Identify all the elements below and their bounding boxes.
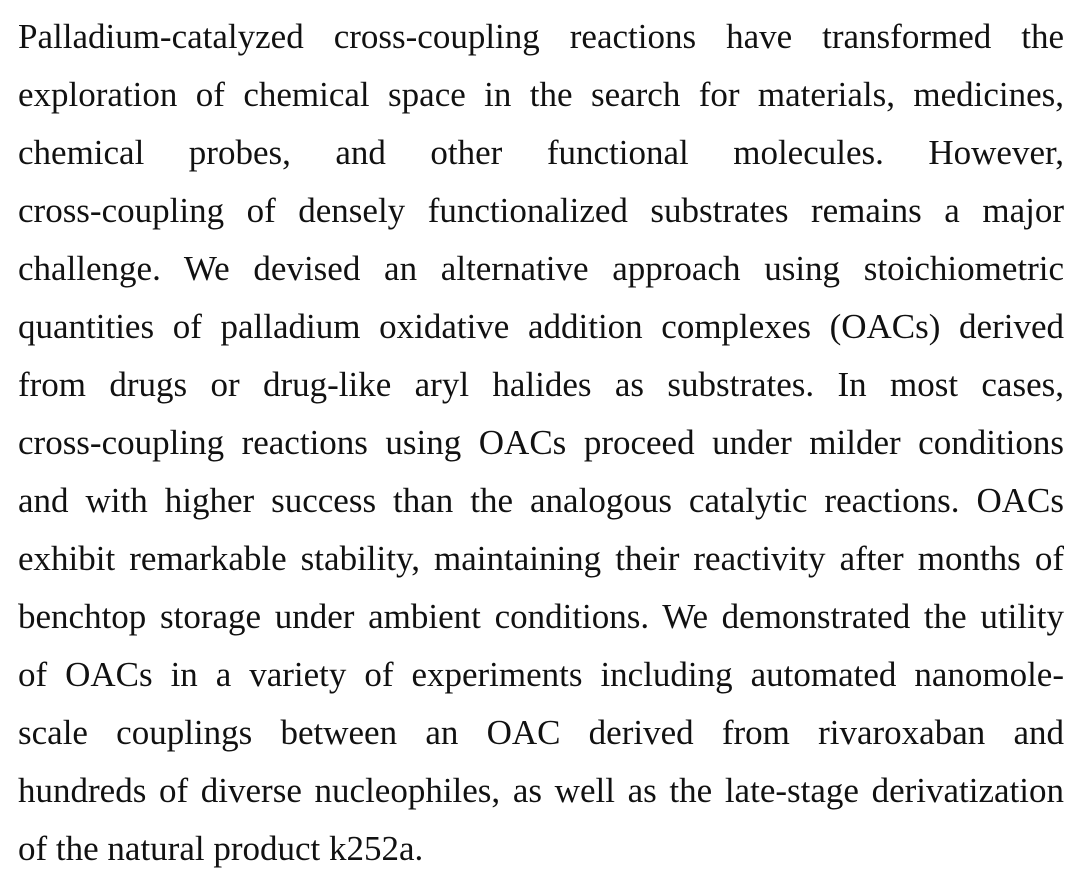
paragraph-line: quantities of palladium oxidative addition complexes (OACs) derived <box>18 307 1064 346</box>
paragraph-line: of OACs in a variety of experiments including automated nanomole- <box>18 655 1064 694</box>
paragraph-line: exhibit remarkable stability, maintaining their reactivity after months of <box>18 539 1064 578</box>
paragraph-line: and with higher success than the analogous catalytic reactions. OACs <box>18 481 1064 520</box>
paragraph-line: challenge. We devised an alternative approach using stoichiometric <box>18 249 1064 288</box>
paragraph-line: from drugs or drug-like aryl halides as substrates. In most cases, <box>18 365 1064 404</box>
paragraph-line-last: of the natural product k252a. <box>18 829 424 868</box>
paragraph-line: chemical probes, and other functional molecules. However, <box>18 133 1064 172</box>
paragraph-line: benchtop storage under ambient conditions. We demonstrated the utility <box>18 597 1064 636</box>
paragraph-line: cross-coupling of densely functionalized substrates remains a major <box>18 191 1064 230</box>
abstract-paragraph <box>18 8 1064 878</box>
paragraph-line: exploration of chemical space in the search for materials, medicines, <box>18 75 1064 114</box>
paragraph-line: scale couplings between an OAC derived from rivaroxaban and <box>18 713 1064 752</box>
paragraph-line: hundreds of diverse nucleophiles, as well as the late-stage derivatization <box>18 771 1064 810</box>
paragraph-line: cross-coupling reactions using OACs proceed under milder conditions <box>18 423 1064 462</box>
paragraph-line: Palladium-catalyzed cross-coupling reactions have transformed the <box>18 17 1064 56</box>
